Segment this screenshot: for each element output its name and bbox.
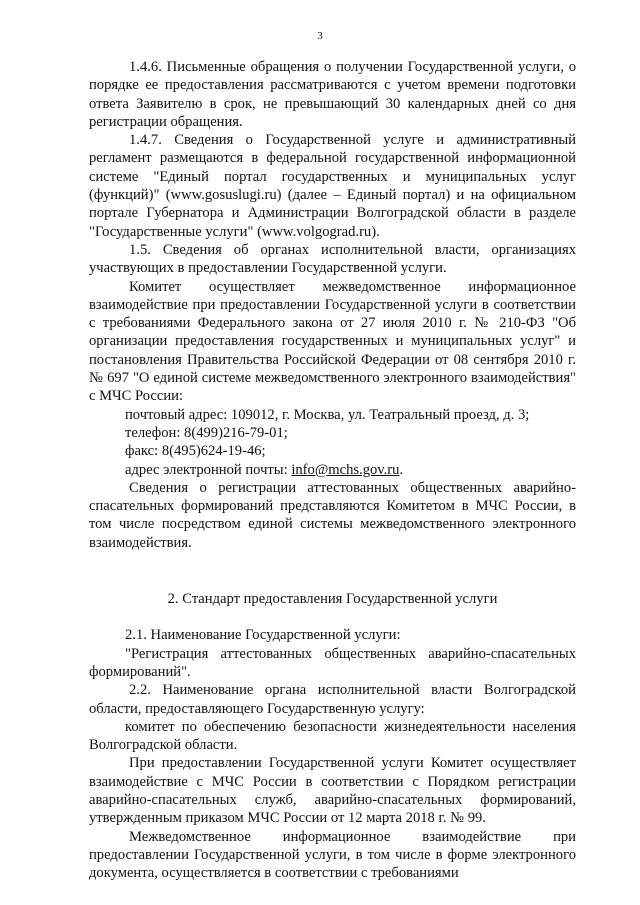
paragraph-registration: Сведения о регистрации аттестованных общественных аварийно-спасательных формирований представляются Комитетом в МЧС России, в том числе посредством единой системы межведомственного электронного взаимодействия. [89, 479, 576, 551]
paragraph-2-1: 2.1. Наименование Государственной услуги: [125, 627, 401, 644]
paragraph-interaction: При предоставлении Государственной услуги Комитет осуществляет взаимодействие с МЧС России в соответствии с Порядком регистрации аварийно-спасательных служб, аварийно-спасательных формирований, утвержденным приказом МЧС России от 12 марта 2018 г. № 99. [89, 755, 576, 827]
section-2-title: 2. Стандарт предоставления Государственной услуги [167, 591, 498, 608]
email-link[interactable]: info@mchs.gov.ru [291, 461, 400, 478]
service-name: "Регистрация аттестованных общественных аварийно-спасательных формирований". [89, 645, 576, 680]
paragraph-committee: Комитет осуществляет межведомственное информационное взаимодействие при предоставлении Государственной услуги в соответствии с требованиями Федерального закона от 27 июля 2010 г. № 210-ФЗ "Об организации предоставления государственных и муниципальных услуг" и постановления Правительства Российской Федерации от 08 сентября 2010 г. № 697 "О единой системе межведомственного электронного взаимодействия" с МЧС России: [89, 278, 576, 405]
paragraph-electronic: Межведомственное информационное взаимодействие при предоставлении Государственной услуги, в том числе в форме электронного документа, осуществляется в соответствии с требованиями [89, 828, 576, 882]
phone-number: телефон: 8(499)216-79-01; [125, 424, 288, 441]
paragraph-1-4-6: 1.4.6. Письменные обращения о получении Государственной услуги, о порядке ее предоставления рассматриваются с учетом времени подготовки ответа Заявителю в срок, не превышающий 30 календарных дней со дня регистрации обращения. [89, 59, 576, 130]
email-label: адрес электронной почты: [125, 461, 292, 478]
postal-address: почтовый адрес: 109012, г. Москва, ул. Театральный проезд, д. 3; [125, 406, 530, 423]
fax-number: факс: 8(495)624-19-46; [125, 443, 266, 460]
paragraph-2-2: 2.2. Наименование органа исполнительной власти Волгоградской области, предоставляющего Государственную услугу: [89, 682, 576, 717]
document-body [89, 58, 576, 882]
page-number: 3 [317, 30, 323, 42]
authority-name: комитет по обеспечению безопасности жизнедеятельности населения Волгоградской области. [89, 718, 576, 754]
email-end: . [399, 461, 404, 478]
paragraph-1-5: 1.5. Сведения об органах исполнительной власти, организациях участвующих в предоставлении Государственной услуги. [89, 241, 576, 277]
paragraph-1-4-7: 1.4.7. Сведения о Государственной услуге и административный регламент размещаются в федеральной государственной информационной системе "Единый портал государственных и муниципальных услуг (функций)" (www.gosuslugi.ru) (далее – Единый портал) и на официальном портале Губернатора и Администрации Волгоградской области в разделе "Государственные услуги" (www.volgograd.ru). [89, 132, 576, 240]
email-line [89, 461, 576, 479]
